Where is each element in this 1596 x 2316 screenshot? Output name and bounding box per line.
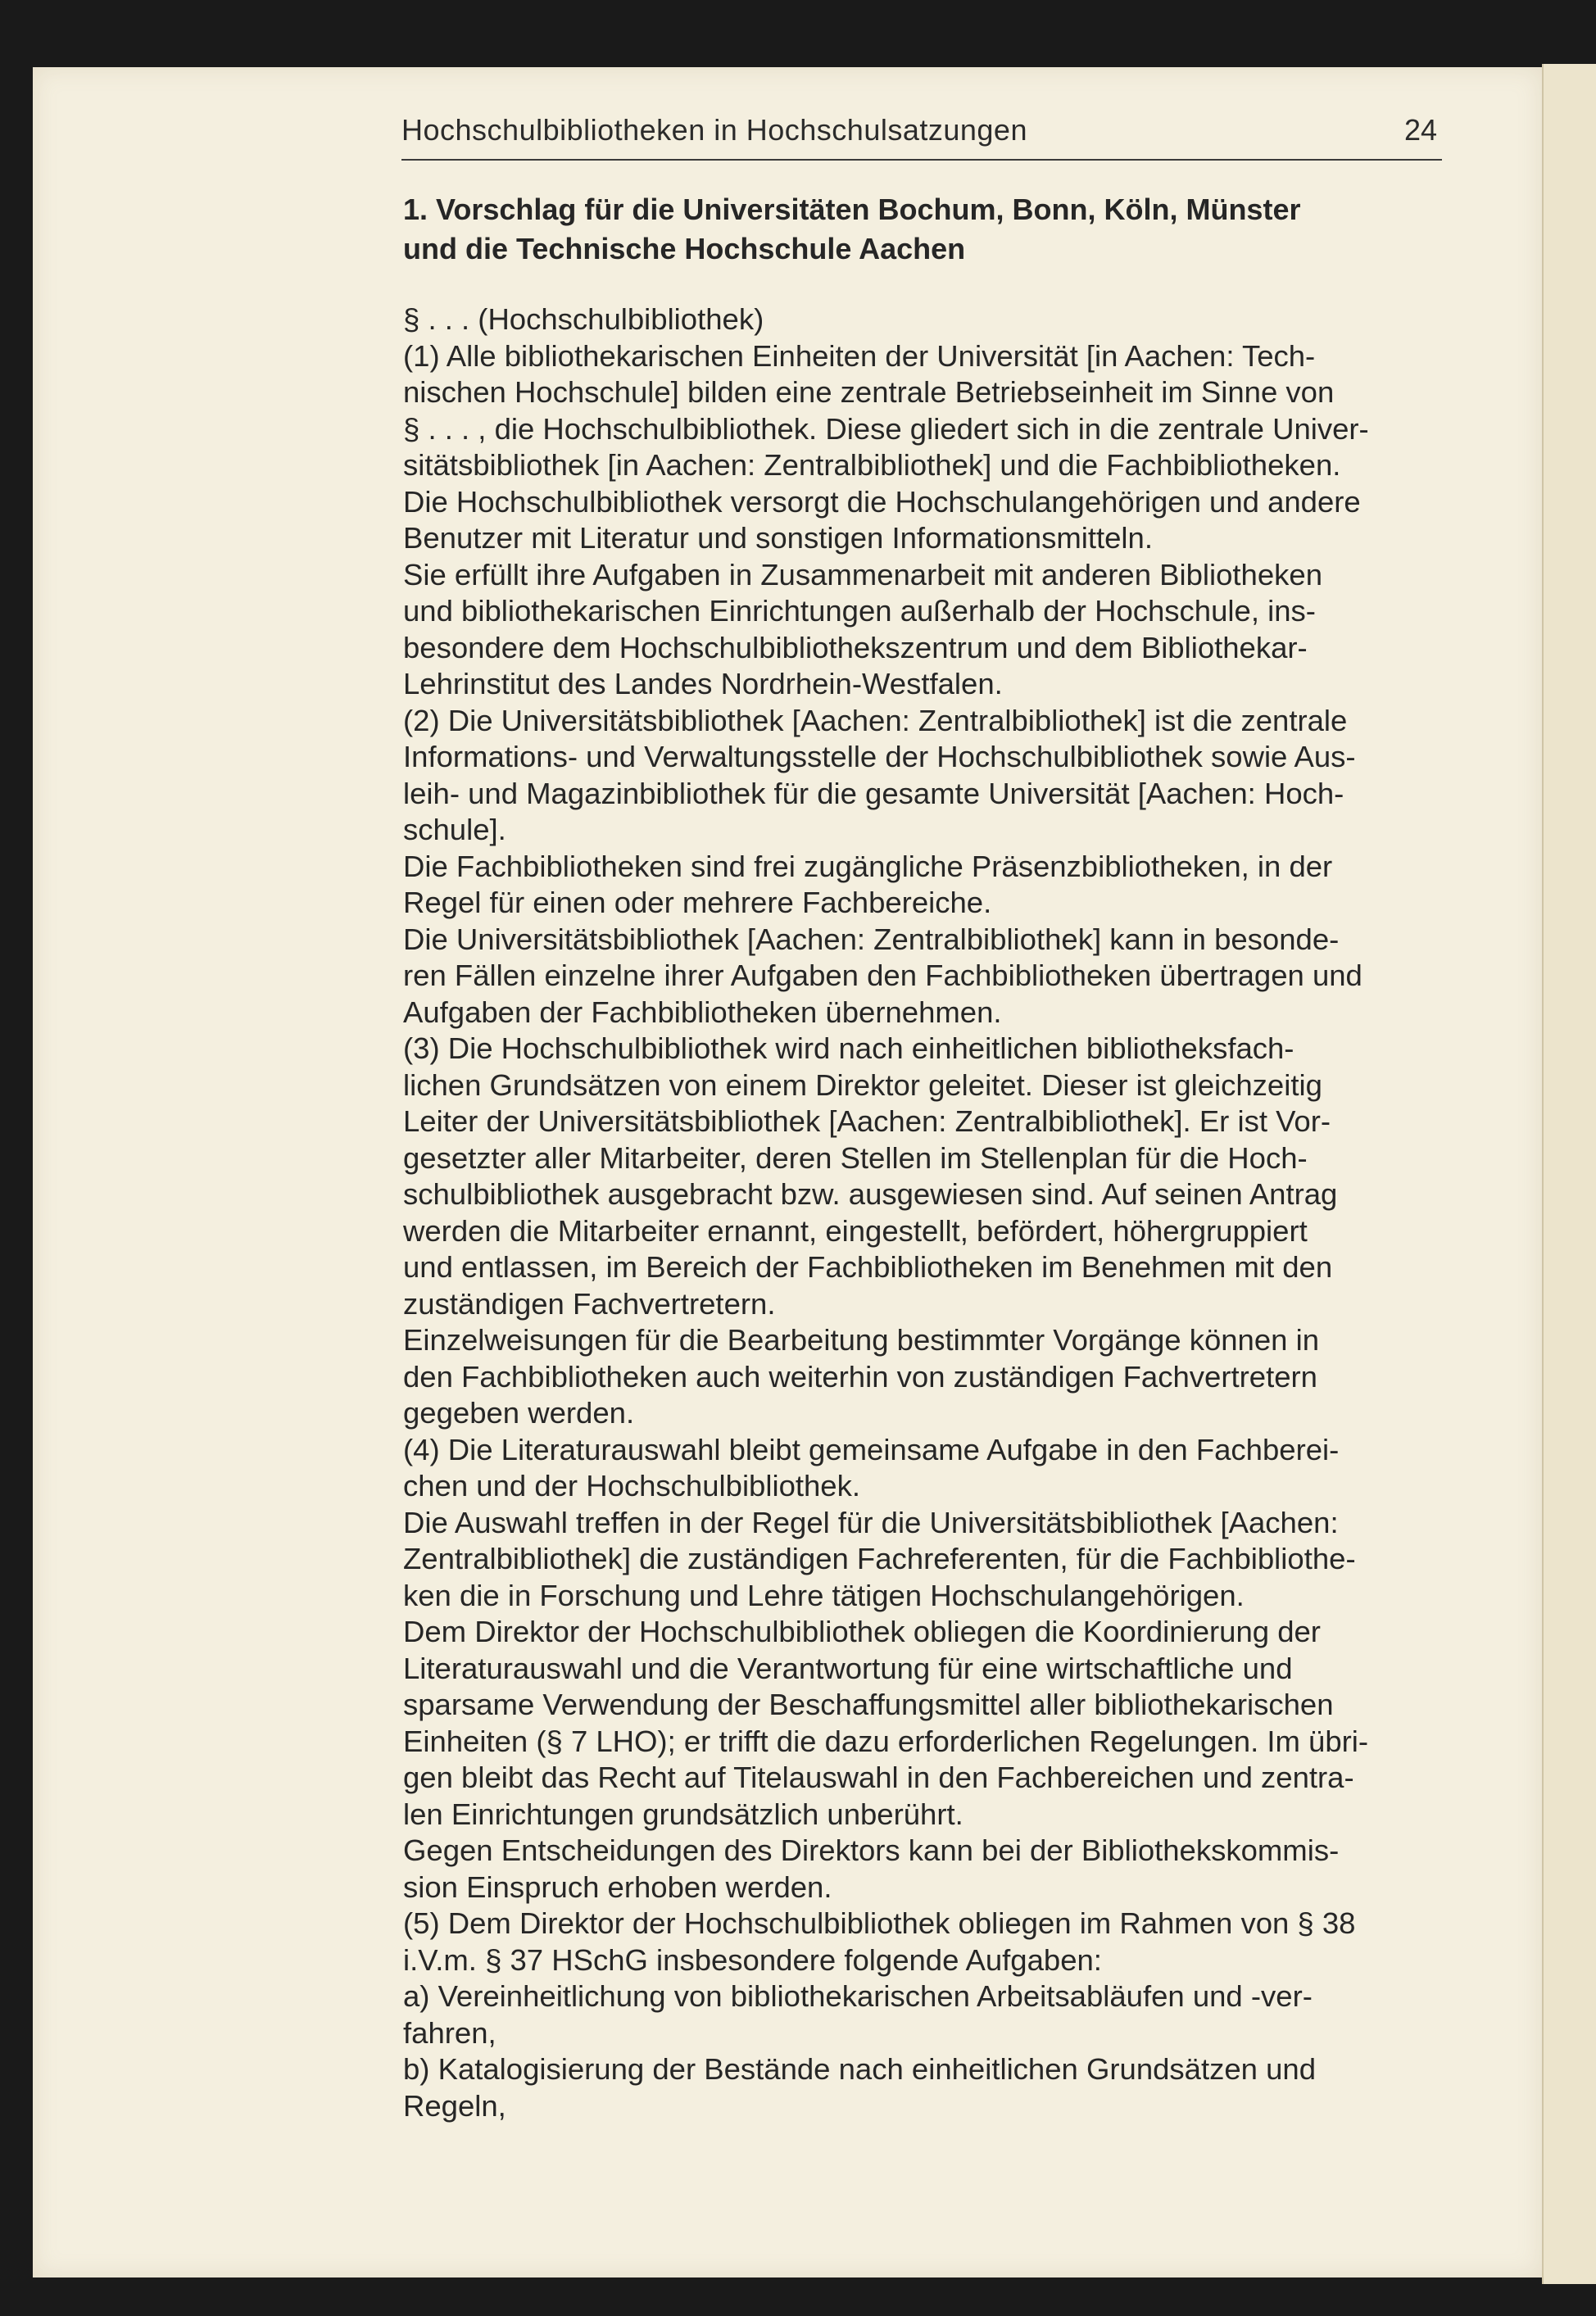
text-line: fahren, — [403, 2015, 496, 2050]
text-line: Informations- und Verwaltungsstelle der Hochschulbibliothek sowie Aus- — [403, 740, 1356, 773]
text-line: werden die Mitarbeiter ernannt, eingestellt, befördert, höhergruppiert — [403, 1213, 1308, 1248]
text-line: leih- und Magazinbibliothek für die gesamte Universität [Aachen: Hoch- — [403, 776, 1344, 810]
text-line: (1) Alle bibliothekarischen Einheiten der Universität [in Aachen: Tech- — [403, 338, 1316, 373]
text-line: § . . . , die Hochschulbibliothek. Diese gliedert sich in die zentrale Univer- — [403, 411, 1369, 446]
text-line: Einheiten (§ 7 LHO); er trifft die dazu erforderlichen Regelungen. Im übri- — [403, 1724, 1369, 1758]
text-line: sparsame Verwendung der Beschaffungsmittel aller bibliothekarischen — [403, 1688, 1334, 1721]
text-line: Leiter der Universitätsbibliothek [Aachen: Zentralbibliothek]. Er ist Vor- — [403, 1104, 1331, 1138]
text-line: len Einrichtungen grundsätzlich unberührt. — [403, 1797, 963, 1831]
text-line: und entlassen, im Bereich der Fachbibliotheken im Benehmen mit den — [403, 1250, 1333, 1284]
text-line: ren Fällen einzelne ihrer Aufgaben den Fachbibliotheken übertragen und — [403, 959, 1362, 992]
body-text — [403, 301, 1468, 2124]
text-line: und bibliothekarischen Einrichtungen außerhalb der Hochschule, ins- — [403, 594, 1316, 628]
text-line: (5) Dem Direktor der Hochschulbibliothek obliegen im Rahmen von § 38 — [403, 1906, 1356, 1940]
text-line: besondere dem Hochschulbibliothekszentrum und dem Bibliothekar- — [403, 630, 1308, 664]
text-line: lichen Grundsätzen von einem Direktor geleitet. Dieser ist gleichzeitig — [403, 1067, 1322, 1102]
section-heading-line: und die Technische Hochschule Aachen — [403, 232, 966, 265]
text-line: i.V.m. § 37 HSchG insbesondere folgende Aufgaben: — [403, 1942, 1102, 1977]
text-line: Die Universitätsbibliothek [Aachen: Zentralbibliothek] kann in besonde- — [403, 922, 1340, 956]
text-line: gegeben werden. — [403, 1396, 635, 1430]
text-line: b) Katalogisierung der Bestände nach einheitlichen Grundsätzen und — [403, 2052, 1316, 2086]
text-line: Literaturauswahl und die Verantwortung für eine wirtschaftliche und — [403, 1651, 1293, 1685]
text-line: sion Einspruch erhoben werden. — [403, 1870, 832, 1904]
text-line: Aufgaben der Fachbibliotheken übernehmen. — [403, 995, 1002, 1029]
text-line: gesetzter aller Mitarbeiter, deren Stellen im Stellenplan für die Hoch- — [403, 1140, 1308, 1175]
text-line: gen bleibt das Recht auf Titelauswahl in den Fachbereichen und zentra- — [403, 1761, 1354, 1794]
text-line: Die Hochschulbibliothek versorgt die Hochschulangehörigen und andere — [403, 484, 1361, 519]
text-line: ken die in Forschung und Lehre tätigen Hochschulangehörigen. — [403, 1578, 1245, 1612]
text-line: Sie erfüllt ihre Aufgaben in Zusammenarbeit mit anderen Bibliotheken — [403, 557, 1323, 591]
section-heading — [403, 190, 1468, 269]
text-line: Dem Direktor der Hochschulbibliothek obliegen die Koordinierung der — [403, 1615, 1321, 1648]
text-line: Benutzer mit Literatur und sonstigen Informationsmitteln. — [403, 521, 1153, 555]
text-line: Gegen Entscheidungen des Direktors kann bei der Bibliothekskommis- — [403, 1833, 1340, 1867]
text-line: chen und der Hochschulbibliothek. — [403, 1469, 860, 1502]
text-line: schulbibliothek ausgebracht bzw. ausgewiesen sind. Auf seinen Antrag — [403, 1177, 1338, 1211]
page-number: 24 — [1403, 113, 1437, 147]
text-line: den Fachbibliotheken auch weiterhin von zuständigen Fachvertretern — [403, 1359, 1317, 1394]
text-line: Die Fachbibliotheken sind frei zugängliche Präsenzbibliotheken, in der — [403, 849, 1333, 883]
text-line: sitätsbibliothek [in Aachen: Zentralbibliothek] und die Fachbibliotheken. — [403, 448, 1341, 482]
running-title: Hochschulbibliotheken in Hochschulsatzungen — [401, 113, 1027, 147]
text-line: a) Vereinheitlichung von bibliothekarischen Arbeitsabläufen und -ver- — [403, 1979, 1313, 2013]
text-line: (4) Die Literaturauswahl bleibt gemeinsame Aufgabe in den Fachberei- — [403, 1432, 1340, 1466]
text-line: zuständigen Fachvertretern. — [403, 1286, 776, 1321]
facing-page-edge — [1542, 64, 1596, 2284]
text-line: schule]. — [403, 813, 506, 846]
text-line: Zentralbibliothek] die zuständigen Fachreferenten, für die Fachbibliothe- — [403, 1542, 1356, 1575]
text-line: (3) Die Hochschulbibliothek wird nach einheitlichen bibliotheksfach- — [403, 1031, 1294, 1065]
text-line: § . . . (Hochschulbibliothek) — [403, 302, 764, 336]
running-header — [401, 113, 1442, 161]
text-line: Lehrinstitut des Landes Nordrhein-Westfalen. — [403, 667, 1003, 700]
text-line: Regeln, — [403, 2088, 506, 2123]
text-line: (2) Die Universitätsbibliothek [Aachen: Zentralbibliothek] ist die zentrale — [403, 703, 1348, 737]
text-line: Die Auswahl treffen in der Regel für die Universitätsbibliothek [Aachen: — [403, 1505, 1339, 1539]
section-heading-line: 1. Vorschlag für die Universitäten Bochum, Bonn, Köln, Münster — [403, 193, 1301, 226]
text-line: Einzelweisungen für die Bearbeitung bestimmter Vorgänge können in — [403, 1323, 1320, 1357]
text-line: nischen Hochschule] bilden eine zentrale Betriebseinheit im Sinne von — [403, 375, 1335, 409]
text-line: Regel für einen oder mehrere Fachbereiche. — [403, 886, 992, 919]
